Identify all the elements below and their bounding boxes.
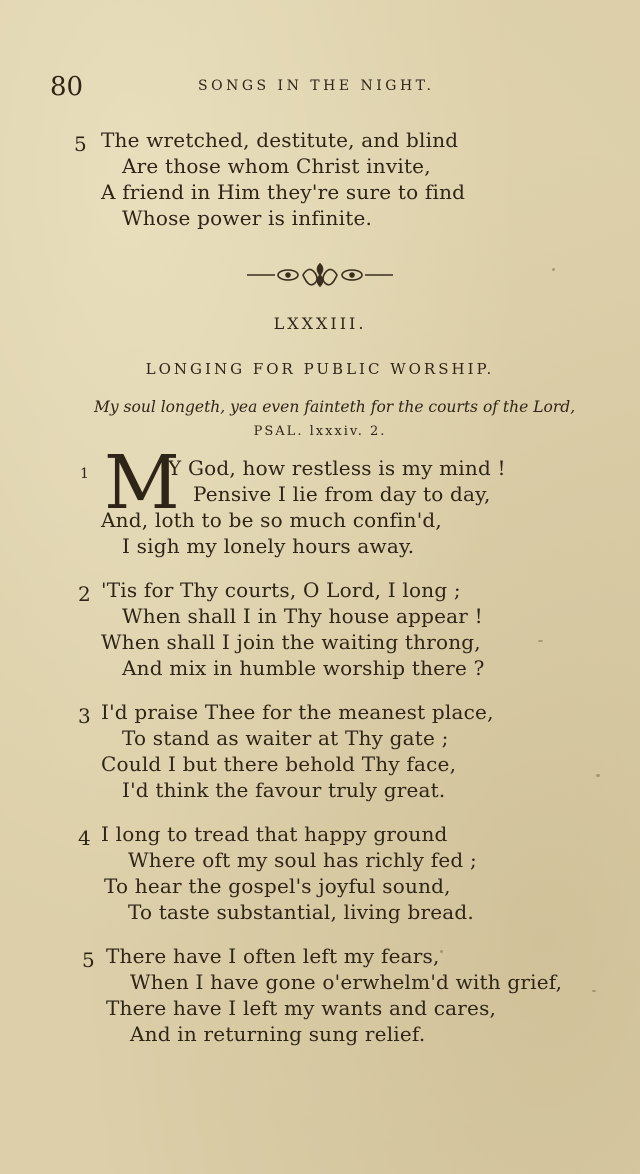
- verse-line: And mix in humble worship there ?: [122, 656, 485, 680]
- paper-speck: [440, 950, 443, 953]
- verse-line: And in returning sung relief.: [130, 1022, 426, 1046]
- hymn-number: LXXXIII.: [273, 314, 367, 333]
- verse-line: 'Tis for Thy courts, O Lord, I long ;: [101, 578, 461, 602]
- verse-number: 5: [74, 132, 87, 156]
- page-number: 80: [50, 72, 84, 102]
- verse-number: 4: [78, 826, 91, 850]
- verse-line: I'd praise Thee for the meanest place,: [101, 700, 494, 724]
- verse-line: I long to tread that happy ground: [101, 822, 448, 846]
- fleuron-divider-icon: [243, 258, 397, 292]
- verse-line: To stand as waiter at Thy gate ;: [122, 726, 449, 750]
- drop-cap: M: [104, 440, 180, 526]
- scripture-citation: PSAL. lxxxiv. 2.: [253, 424, 387, 439]
- verse-line: To taste substantial, living bread.: [128, 900, 474, 924]
- verse-line: Are those whom Christ invite,: [122, 154, 431, 178]
- paper-speck: [538, 640, 543, 642]
- verse-line: When shall I join the waiting throng,: [101, 630, 481, 654]
- paper-speck: [596, 774, 600, 777]
- verse-line: I'd think the favour truly great.: [122, 778, 446, 802]
- verse-number: 1: [80, 466, 89, 482]
- verse-line: When I have gone o'erwhelm'd with grief,: [130, 970, 563, 994]
- verse-line: There have I often left my fears,: [106, 944, 440, 968]
- verse-line: When shall I in Thy house appear !: [122, 604, 483, 628]
- verse-line: Pensive I lie from day to day,: [193, 482, 491, 506]
- epigraph: My soul longeth, yea even fainteth for the courts of the Lord,: [94, 398, 576, 416]
- verse-line: There have I left my wants and cares,: [106, 996, 497, 1020]
- verse-line: A friend in Him they're sure to find: [101, 180, 466, 204]
- verse-line: Where oft my soul has richly fed ;: [128, 848, 477, 872]
- verse-number: 3: [78, 704, 91, 728]
- verse-line: Y God, how restless is my mind !: [168, 456, 506, 480]
- verse-line: I sigh my lonely hours away.: [122, 534, 415, 558]
- paper-speck: [592, 990, 596, 992]
- paper-speck: [552, 268, 555, 271]
- verse-number: 2: [78, 582, 91, 606]
- verse-line: Could I but there behold Thy face,: [101, 752, 457, 776]
- verse-line: And, loth to be so much confin'd,: [101, 508, 442, 532]
- verse-number: 5: [82, 948, 95, 972]
- verse-line: The wretched, destitute, and blind: [101, 128, 459, 152]
- verse-line: Whose power is infinite.: [122, 206, 373, 230]
- verse-line: To hear the gospel's joyful sound,: [104, 874, 451, 898]
- hymn-title: LONGING FOR PUBLIC WORSHIP.: [145, 360, 495, 378]
- running-head: SONGS IN THE NIGHT.: [198, 78, 435, 94]
